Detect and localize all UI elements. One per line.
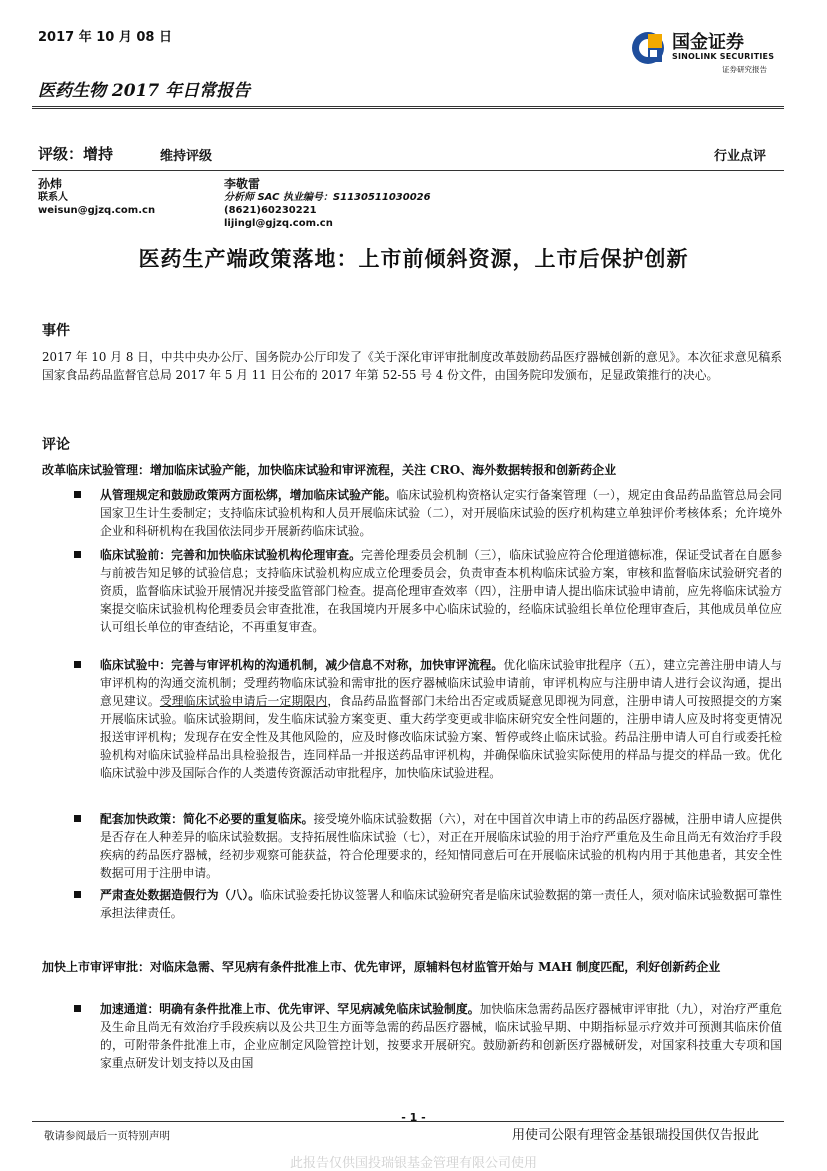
- event-text: 2017 年 10 月 8 日，中共中央办公厅、国务院办公厅印发了《关于深化审评审批制度改革鼓励药品医疗器械创新的意见》。本次征求意见稿系国家食品药品监督官总局 2017 年 5 月 11 日公布的 2017 年第 52-55 号 4 份文件，由国务院印发颁布，足显政策推行的决心。: [42, 350, 782, 382]
- bullet-square-icon: [74, 551, 81, 558]
- list-item: [100, 810, 782, 882]
- watermark-text: 此报告仅供国投瑞银基金管理有限公司使用: [289, 1156, 537, 1171]
- bullet-lead: 临床试验中：完善与审评机构的沟通机制，减少信息不对称，加快审评流程。: [100, 658, 504, 672]
- header-divider: [32, 106, 784, 107]
- bullet-underlined-text: 受理临床试验申请后一定期限内: [159, 694, 328, 708]
- event-heading: 事件: [42, 323, 70, 339]
- list-item: [100, 546, 782, 636]
- rating-maintain: 维持评级: [160, 149, 213, 164]
- logo-en-text: SINOLINK SECURITIES: [672, 52, 775, 61]
- report-type: 行业点评: [714, 149, 767, 164]
- footer-divider: [32, 1121, 784, 1122]
- footer-right-text: 用使司公限有理管金基银瑞投国供仅告报此: [512, 1128, 760, 1143]
- rating-label: 评级：增持: [38, 145, 114, 163]
- rating-divider: [32, 170, 784, 171]
- bullet-lead: 加速通道：明确有条件批准上市、优先审评、罕见病减免临床试验制度。: [100, 1002, 480, 1016]
- bullet-text-after: ，食品药品监督部门未给出否定或质疑意见即视为同意，注册申请人可按照提交的方案开展临床试验。临床试验期间，发生临床试验方案变更、重大药学变更或非临床研究安全性问题的，注册申请人应及时将变更情况报送审评机构；发现存在安全性及其他风险的，应及时修改临床试验方案、暂停或终止临床试验。药品注册申请人可自行或委托检验机构对临床试验样品出具检验报告，连同样品一并报送药品审评机构，并确保临床试验实际使用的样品与提交的样品一致。优化临床试验中涉及国际合作的人类遗传资源活动审批程序，加快临床试验进程。: [100, 694, 782, 780]
- bullet-text: 完善伦理委员会机制（三），临床试验应符合伦理道德标准，保证受试者在自愿参与前被告知足够的试验信息；支持临床试验机构应成立伦理委员会，负责审查本机构临床试验方案，审核和监督临床试验研究者的资质，监督临床试验开展情况并接受监管部门检查。提高伦理审查效率（四），注册申请人提出临床试验申请前，应先将临床试验方案提交临床试验机构伦理委员会审查批准，在我国境内开展多中心临床试验的，经临床试验组长单位伦理审查后，其他成员单位应认可组长单位的审查结论，不再重复审查。: [100, 548, 782, 634]
- list-item: [100, 486, 782, 540]
- bullet-text: 优化临床试验审批程序（五），建立完善注册申请人与审评机构的沟通交流机制；受理药物临床试验和需审批的医疗器械临床试验申请前，审评机构应与注册申请人进行会议沟通，提出意见建议。: [100, 658, 782, 708]
- bullet-text: 加快临床急需药品医疗器械审评审批（九），对治疗严重危及生命且尚无有效治疗手段疾病以及公共卫生方面等急需的药品医疗器械，临床试验早期、中期指标显示疗效并可预测其临床价值的，可附带条件批准上市，企业应制定风险管控计划，按要求开展研究。鼓励新药和创新医疗器械研发，对国家科技重大专项和国家重点研发计划支持以及由国: [100, 1002, 782, 1070]
- analyst-1: [38, 178, 155, 217]
- bullet-text: 接受境外临床试验数据（六），对在中国首次申请上市的药品医疗器械，注册申请人应提供是否存在人种差异的临床试验数据。支持拓展性临床试验（七），对正在开展临床试验的用于治疗严重危及生命且尚无有效治疗手段疾病的药品医疗器械，经初步观察可能获益，符合伦理要求的，经知情同意后可在开展临床试验的机构内用于其他患者，其安全性数据可用于注册申请。: [100, 812, 782, 880]
- page-number: - 1 -: [401, 1111, 426, 1124]
- list-item: [100, 1000, 782, 1072]
- footer-disclaimer: 敬请参阅最后一页特别声明: [44, 1130, 170, 1142]
- bullet-lead: 临床试验前：完善和加快临床试验机构伦理审查。: [100, 548, 361, 562]
- bullet-square-icon: [74, 891, 81, 898]
- bullet-lead: 从管理规定和鼓励政策两方面松绑，增加临床试验产能。: [100, 488, 397, 502]
- list-item: [100, 886, 782, 922]
- analyst-role: 分析师 SAC 执业编号：S1130511030026: [224, 192, 431, 203]
- analyst-name: 李敬雷: [224, 177, 261, 191]
- company-logo: [630, 26, 790, 82]
- report-series-title: 医药生物 2017 年日常报告: [38, 81, 251, 101]
- logo-cn-text: 国金证券: [672, 32, 744, 53]
- section1-title: 改革临床试验管理：增加临床试验产能，加快临床试验和审评流程，关注 CRO、海外数据转报和创新药企业: [42, 463, 617, 477]
- header-divider-2: [32, 108, 784, 109]
- analyst-role: 联系人: [38, 192, 68, 203]
- bullet-lead: 配套加快政策：简化不必要的重复临床。: [100, 812, 314, 826]
- analyst-email[interactable]: weisun@gjzq.com.cn: [38, 205, 156, 216]
- bullet-square-icon: [74, 661, 81, 668]
- bullet-square-icon: [74, 815, 81, 822]
- section2-title: 加快上市审评审批：对临床急需、罕见病有条件批准上市、优先审评，原辅料包材监管开始与 MAH 制度匹配，利好创新药企业: [42, 960, 721, 974]
- bullet-text: 临床试验机构资格认定实行备案管理（一），规定由食品药品监管总局会同国家卫生计生委制定；支持临床试验机构和人员开展临床试验（二），对开展临床试验的医疗机构建立单独评价考核体系；允许境外企业和科研机构在我国依法同步开展新药临床试验。: [100, 488, 782, 538]
- bullet-square-icon: [74, 1005, 81, 1012]
- analyst-2: [224, 178, 431, 230]
- analyst-name: 孙炜: [38, 177, 63, 191]
- bullet-square-icon: [74, 491, 81, 498]
- comment-heading: 评论: [42, 437, 70, 453]
- list-item: [100, 656, 782, 782]
- bullet-lead: 严肃查处数据造假行为（八）。: [100, 888, 261, 902]
- logo-mark-icon: [630, 30, 666, 66]
- bullet-text: 临床试验委托协议签署人和临床试验研究者是临床试验数据的第一责任人，须对临床试验数据可靠性承担法律责任。: [100, 888, 782, 920]
- report-headline: 医药生产端政策落地：上市前倾斜资源，上市后保护创新: [138, 246, 689, 271]
- report-date: 2017 年 10 月 08 日: [38, 30, 172, 45]
- analyst-phone: (8621)60230221: [224, 205, 317, 216]
- logo-subtitle: 证券研究报告: [722, 65, 767, 74]
- analyst-email[interactable]: lijingl@gjzq.com.cn: [224, 218, 333, 229]
